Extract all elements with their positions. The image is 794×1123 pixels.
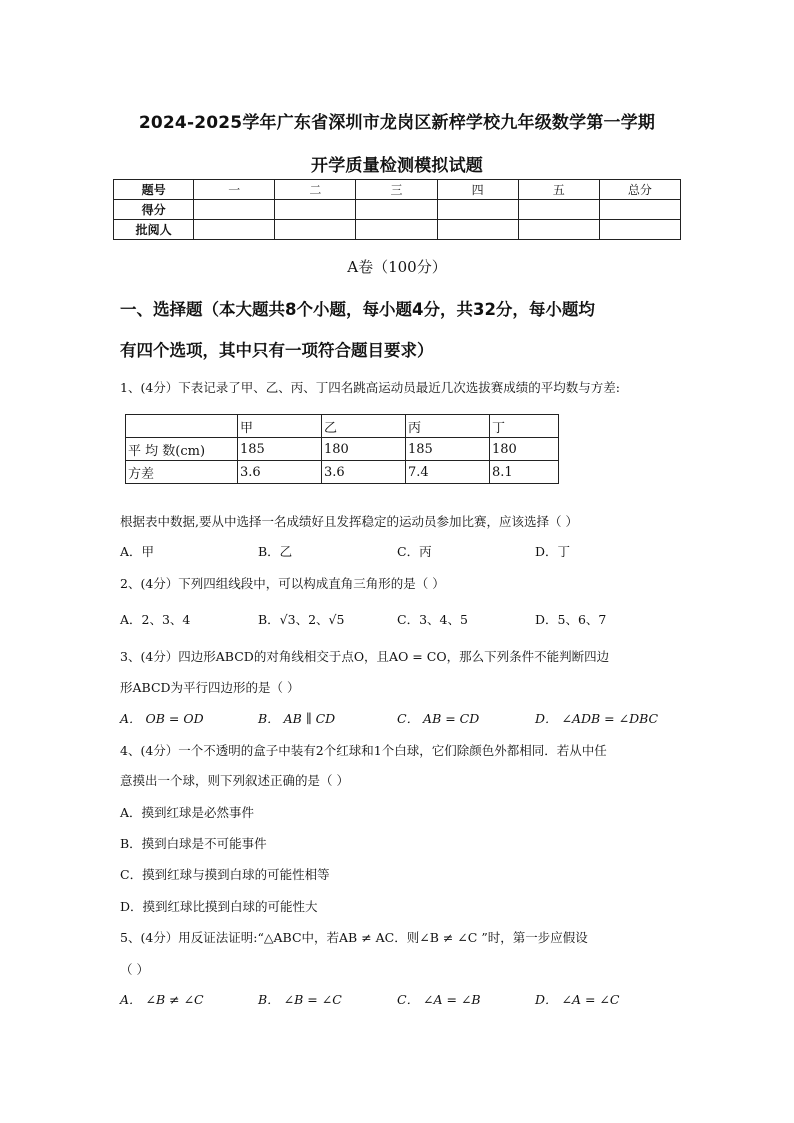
table-cell	[126, 415, 238, 438]
table-cell: 7.4	[406, 461, 490, 484]
table-cell: 180	[322, 438, 406, 461]
section-heading-line2: 有四个选项，其中只有一项符合题目要求）	[120, 341, 434, 360]
score-table	[113, 179, 681, 240]
exam-title-line1: 2024-2025学年广东省深圳市龙岗区新梓学校九年级数学第一学期	[138, 113, 656, 133]
score-cell[interactable]	[356, 200, 437, 220]
score-cell[interactable]	[194, 200, 275, 220]
section-heading-line1: 一、选择题（本大题共8个小题，每小题4分，共32分，每小题均	[120, 300, 595, 319]
table-cell: 甲	[238, 415, 322, 438]
score-cell[interactable]	[437, 200, 518, 220]
option-b[interactable]: B．√3、2、√5	[258, 612, 345, 627]
score-row-label: 得分	[114, 200, 194, 220]
table-row	[126, 461, 559, 484]
score-header-cell: 三	[356, 180, 437, 200]
score-cell[interactable]	[275, 200, 356, 220]
score-row-label: 批阅人	[114, 220, 194, 240]
question-4-stem-line1: 4、(4分）一个不透明的盒子中装有2个红球和1个白球，它们除颜色外都相同．若从中任	[120, 743, 607, 758]
score-cell[interactable]	[194, 220, 275, 240]
score-table-header-row	[114, 180, 681, 200]
table-cell: 乙	[322, 415, 406, 438]
option-a[interactable]: A．2、3、4	[120, 612, 191, 627]
table-row	[126, 438, 559, 461]
exam-title-line2: 开学质量检测模拟试题	[311, 156, 483, 176]
score-cell[interactable]	[599, 220, 680, 240]
question-4-stem-line2: 意摸出一个球，则下列叙述正确的是（ ）	[120, 773, 349, 788]
score-header-cell: 二	[275, 180, 356, 200]
table-row	[126, 415, 559, 438]
option-d[interactable]: D．摸到红球比摸到白球的可能性大	[120, 899, 318, 914]
table-cell: 3.6	[322, 461, 406, 484]
score-header-cell: 总分	[599, 180, 680, 200]
score-cell[interactable]	[356, 220, 437, 240]
table-cell: 3.6	[238, 461, 322, 484]
score-cell[interactable]	[437, 220, 518, 240]
option-d[interactable]: D． ∠A = ∠C	[535, 992, 620, 1007]
option-c[interactable]: C． AB = CD	[397, 711, 480, 726]
option-c[interactable]: C．摸到红球与摸到白球的可能性相等	[120, 867, 330, 882]
score-cell[interactable]	[275, 220, 356, 240]
question-3-stem-line2: 形ABCD为平行四边形的是（ ）	[120, 680, 300, 695]
table-cell: 185	[406, 438, 490, 461]
table-cell: 丙	[406, 415, 490, 438]
score-table-row	[114, 220, 681, 240]
table-cell: 185	[238, 438, 322, 461]
score-cell[interactable]	[599, 200, 680, 220]
question-5-stem-line2: （ ）	[120, 962, 149, 977]
option-a[interactable]: A． OB = OD	[120, 711, 204, 726]
score-header-cell: 五	[518, 180, 599, 200]
option-d[interactable]: D．丁	[535, 544, 571, 559]
option-a[interactable]: A．甲	[120, 544, 155, 559]
option-b[interactable]: B．摸到白球是不可能事件	[120, 836, 267, 851]
table-cell: 平 均 数(cm)	[126, 438, 238, 461]
table-cell: 丁	[490, 415, 559, 438]
option-b[interactable]: B． ∠B = ∠C	[258, 992, 342, 1007]
score-cell[interactable]	[518, 200, 599, 220]
score-header-cell: 一	[194, 180, 275, 200]
athlete-stats-table	[125, 414, 559, 484]
volume-heading: A卷（100分）	[347, 258, 447, 276]
question-5-stem-line1: 5、(4分）用反证法证明:“△ABC中，若AB ≠ AC．则∠B ≠ ∠C ”时，第一步应假设	[120, 930, 588, 945]
table-cell: 8.1	[490, 461, 559, 484]
question-1-prompt: 根据表中数据,要从中选择一名成绩好且发挥稳定的运动员参加比赛，应该选择（ ）	[120, 514, 578, 529]
option-c[interactable]: C． ∠A = ∠B	[397, 992, 481, 1007]
score-header-cell: 题号	[114, 180, 194, 200]
option-c[interactable]: C．3、4、5	[397, 612, 468, 627]
table-cell: 方差	[126, 461, 238, 484]
question-2-stem: 2、(4分）下列四组线段中，可以构成直角三角形的是（ ）	[120, 576, 445, 591]
question-1-stem: 1、(4分）下表记录了甲、乙、丙、丁四名跳高运动员最近几次选拔赛成绩的平均数与方差:	[120, 380, 620, 395]
option-a[interactable]: A．摸到红球是必然事件	[120, 805, 255, 820]
table-cell: 180	[490, 438, 559, 461]
score-cell[interactable]	[518, 220, 599, 240]
option-d[interactable]: D．5、6、7	[535, 612, 607, 627]
option-b[interactable]: B． AB ∥ CD	[258, 711, 336, 726]
option-c[interactable]: C．丙	[397, 544, 432, 559]
option-b[interactable]: B．乙	[258, 544, 293, 559]
score-header-cell: 四	[437, 180, 518, 200]
option-d[interactable]: D． ∠ADB = ∠DBC	[535, 711, 659, 726]
option-a[interactable]: A． ∠B ≠ ∠C	[120, 992, 204, 1007]
score-table-row	[114, 200, 681, 220]
question-3-stem-line1: 3、(4分）四边形ABCD的对角线相交于点O，且AO = CO，那么下列条件不能判断四边	[120, 649, 610, 664]
